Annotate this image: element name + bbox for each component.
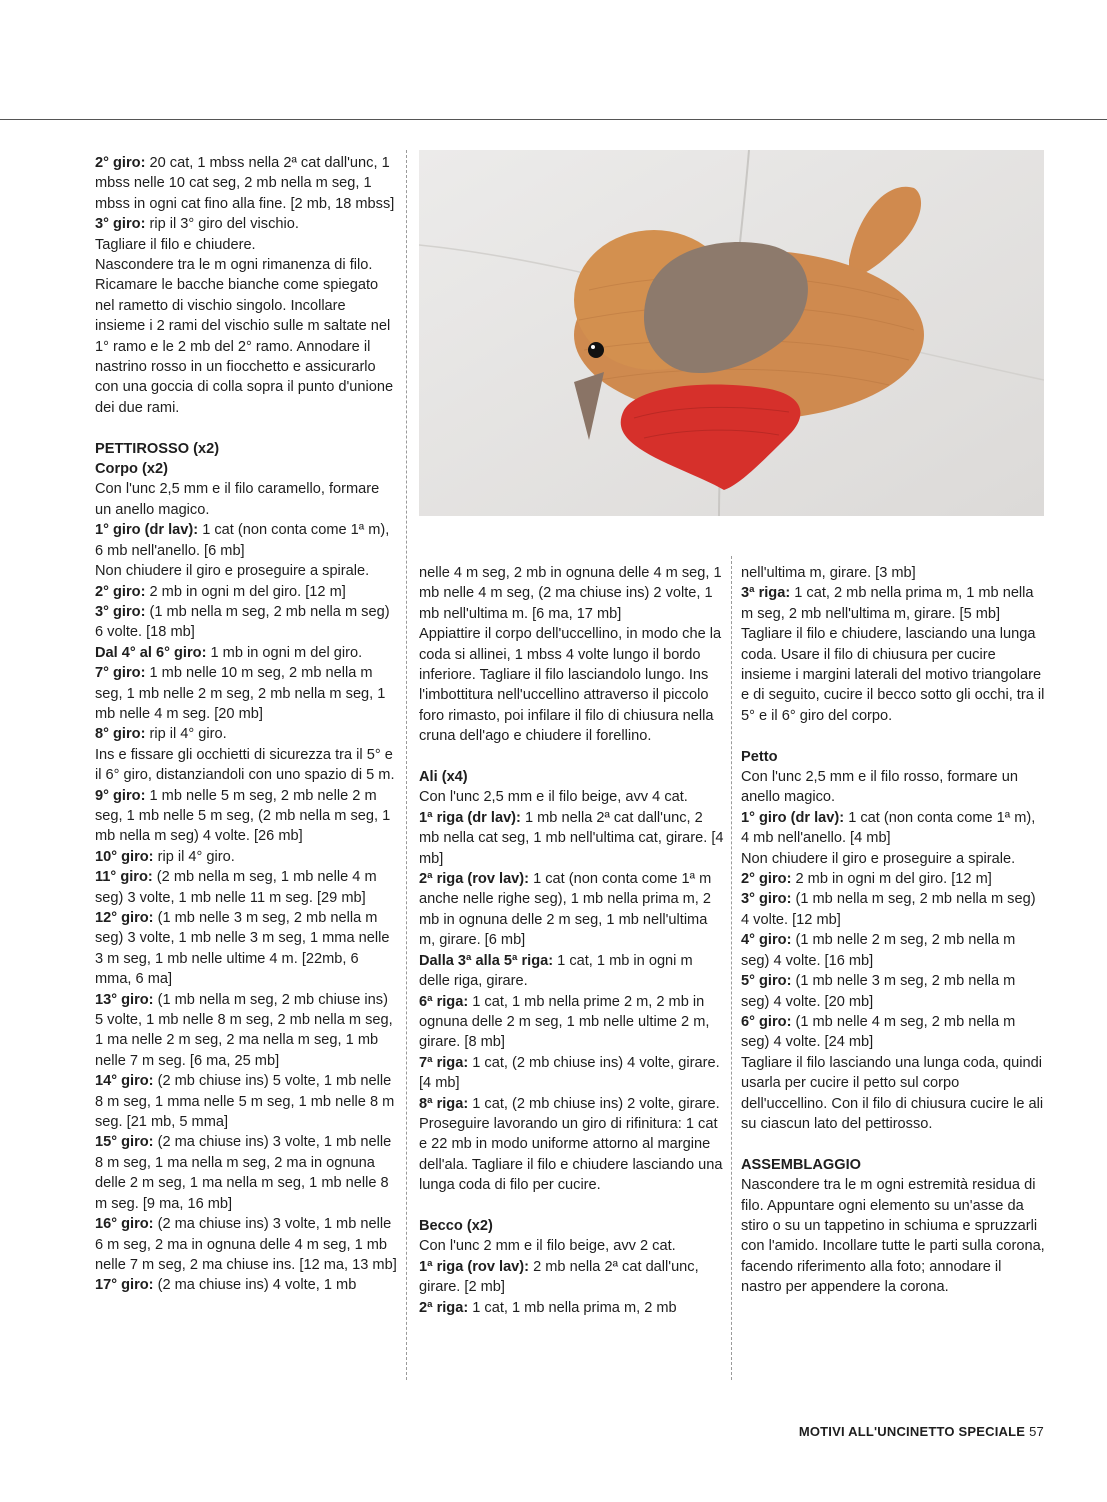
paragraph: 1ª riga (rov lav): 2 mb nella 2ª cat dall'unc, girare. [2 mb] — [419, 1258, 699, 1296]
paragraph: 1° giro (dr lav): 1 cat (non conta come 1ª m), 6 mb nell'anello. [6 mb] — [95, 522, 390, 559]
paragraph: Nascondere tra le m ogni estremità residua di filo. Appuntare ogni elemento su un'asse da stiro o su un tappetino in schiuma e spruzzarli con l'amido. Incollare tutte le parti sulla corona, facendo riferimento alla foto; annodare il nastro per appendere la corona. — [741, 1177, 1045, 1296]
paragraph: 4° giro: (1 mb nelle 2 m seg, 2 mb nella m seg) 4 volte. [16 mb] — [741, 932, 1016, 969]
paragraph: Non chiudere il giro e proseguire a spirale. — [741, 850, 1016, 867]
paragraph: 6° giro: (1 mb nelle 4 m seg, 2 mb nella m seg) 4 volte. [24 mb] — [741, 1013, 1016, 1051]
paragraph: 10° giro: rip il 4° giro. — [95, 848, 235, 865]
paragraph: 2ª riga: 1 cat, 1 mb nella prima m, 2 mb — [419, 1299, 677, 1316]
page-footer — [799, 1424, 1044, 1439]
subsection-heading: Ali (x4) — [419, 769, 468, 786]
subsection-heading: Petto — [741, 748, 778, 765]
paragraph: Dalla 3ª alla 5ª riga: 1 cat, 1 mb in ogni m delle riga, girare. — [419, 952, 693, 990]
paragraph: 3° giro: rip il 3° giro del vischio. — [95, 216, 299, 233]
paragraph: 3ª riga: 1 cat, 2 mb nella prima m, 1 mb nella m seg, 2 mb nell'ultima m, girare. [5 mb] — [741, 585, 1034, 622]
paragraph: 2ª riga (rov lav): 1 cat (non conta come 1ª m anche nelle righe seg), 1 mb nella prima m, 2 mb in ognuna delle 2 m seg, 1 mb nell'ultima m, girare. [6 mb] — [419, 871, 712, 949]
paragraph: 3° giro: (1 mb nella m seg, 2 mb nella m seg) 4 volte. [12 mb] — [741, 891, 1036, 928]
paragraph: 1ª riga (dr lav): 1 mb nella 2ª cat dall'unc, 2 mb nella cat seg, 1 mb nell'ultima cat, girare. [4 mb] — [419, 809, 724, 867]
paragraph: 6ª riga: 1 cat, 1 mb nella prime 2 m, 2 mb in ognuna delle 2 m seg, 1 mb nelle ultime 2 m, girare. [8 mb] — [419, 993, 710, 1051]
paragraph: nell'ultima m, girare. [3 mb] — [741, 565, 916, 581]
section-heading: ASSEMBLAGGIO — [741, 1156, 861, 1173]
paragraph: 11° giro: (2 mb nella m seg, 1 mb nelle 4 m seg) 3 volte, 1 mb nelle 11 m seg. [29 mb] — [95, 869, 377, 906]
magazine-title: MOTIVI ALL'UNCINETTO SPECIALE — [798, 1424, 1026, 1439]
column-divider — [406, 150, 407, 1380]
paragraph: 7ª riga: 1 cat, (2 mb chiuse ins) 4 volte, girare. [4 mb] — [419, 1054, 720, 1092]
paragraph: Non chiudere il giro e proseguire a spirale. — [95, 563, 370, 580]
section-heading: PETTIROSSO (x2) — [95, 440, 220, 457]
paragraph: 5° giro: (1 mb nelle 3 m seg, 2 mb nella m seg) 4 volte. [20 mb] — [741, 973, 1016, 1010]
robin-photo — [419, 150, 1044, 516]
text-column-3 — [741, 563, 1046, 1298]
paragraph: 14° giro: (2 mb chiuse ins) 5 volte, 1 mb nelle 8 m seg, 1 mma nelle 5 m seg, 1 mb nelle 8 m seg. [21 mb, 5 mma] — [95, 1073, 395, 1131]
paragraph: nelle 4 m seg, 2 mb in ognuna delle 4 m seg, 1 mb nelle 4 m seg, (2 ma chiuse ins) 2 volte, 1 mb nell'ultima m. [6 ma, 17 mb] — [419, 565, 722, 622]
text-column-2 — [419, 563, 724, 1318]
paragraph: Ins e fissare gli occhietti di sicurezza tra il 5° e il 6° giro, distanziandoli con uno spazio di 5 m. — [95, 746, 395, 784]
paragraph: 9° giro: 1 mb nelle 5 m seg, 2 mb nelle 2 m seg, 1 mb nelle 5 m seg, (2 mb nella m seg, 1 mb nella m seg) 4 volte. [26 mb] — [95, 787, 391, 845]
paragraph: 1° giro (dr lav): 1 cat (non conta come 1ª m), 4 mb nell'anello. [4 mb] — [741, 809, 1036, 847]
paragraph: Con l'unc 2 mm e il filo beige, avv 2 cat. — [419, 1238, 676, 1255]
paragraph: Proseguire lavorando un giro di rifinitura: 1 cat e 22 mb in modo uniforme attorno al margine dell'ala. Tagliare il filo e chiudere lasciando una lunga coda di filo per cucire. — [419, 1115, 723, 1194]
paragraph: Tagliare il filo lasciando una lunga coda, quindi usarla per cucire il petto sul corpo dell'uccellino. Con il filo di chiusura cucire le ali su ciascun lato del pettirosso. — [741, 1054, 1044, 1132]
paragraph: Dal 4° al 6° giro: 1 mb in ogni m del giro. — [95, 644, 363, 661]
subsection-heading: Becco (x2) — [419, 1217, 493, 1234]
paragraph: 8ª riga: 1 cat, (2 mb chiuse ins) 2 volte, girare. — [419, 1095, 720, 1112]
paragraph: Appiattire il corpo dell'uccellino, in modo che la coda si allinei, 1 mbss 4 volte lungo il bordo inferiore. Tagliare il filo lasciandolo lungo. Ins l'imbottitura nell'uccellino attraverso il piccolo foro rimasto, poi infilare il filo di chiusura nella cruna dell'ago e chiudere il forellino. — [419, 626, 722, 745]
paragraph: Con l'unc 2,5 mm e il filo beige, avv 4 cat. — [419, 789, 688, 806]
paragraph: Tagliare il filo e chiudere. — [95, 236, 256, 253]
crochet-robin-image — [419, 150, 1044, 516]
paragraph: 13° giro: (1 mb nella m seg, 2 mb chiuse ins) 5 volte, 1 mb nelle 8 m seg, 2 mb nella m seg, 1 ma nelle 2 m seg, 2 ma nella m seg, 1 mb nelle 7 m seg. [6 ma, 25 mb] — [95, 991, 393, 1069]
header-rule — [0, 119, 1107, 120]
paragraph: 17° giro: (2 ma chiuse ins) 4 volte, 1 mb — [95, 1277, 357, 1294]
paragraph: Nascondere tra le m ogni rimanenza di filo. Ricamare le bacche bianche come spiegato nel rametto di vischio singolo. Incollare insieme i 2 rami del vischio sulle m saltate nel 1° ramo e le 2 mb del 2° ramo. Annodare il nastrino rosso in un fiocchetto e assicurarlo con una goccia di colla sopra il punto d'unione dei due rami. — [95, 257, 394, 416]
paragraph: 2° giro: 20 cat, 1 mbss nella 2ª cat dall'unc, 1 mbss nelle 10 cat seg, 2 mb nella m seg, 1 mbss in ogni cat fino alla fine. [2 mb, 18 mbss] — [95, 155, 395, 212]
paragraph: 8° giro: rip il 4° giro. — [95, 726, 227, 743]
paragraph: 16° giro: (2 ma chiuse ins) 3 volte, 1 mb nelle 6 m seg, 2 ma in ognuna delle 4 m seg, 1 mb nelle 7 m seg, 2 ma chiuse ins. [12 ma, 13 mb] — [95, 1216, 397, 1273]
column-divider — [731, 556, 732, 1380]
paragraph: 12° giro: (1 mb nelle 3 m seg, 2 mb nella m seg) 3 volte, 1 mb nelle 3 m seg, 1 mma nelle 3 m seg, 1 mb nelle ultime 4 m. [22mb, 6 mma, 6 ma] — [95, 910, 390, 988]
paragraph: Con l'unc 2,5 mm e il filo caramello, formare un anello magico. — [95, 481, 380, 518]
paragraph: Tagliare il filo e chiudere, lasciando una lunga coda. Usare il filo di chiusura per cucire insieme i margini laterali del motivo triangolare e di seguito, cucire il becco sotto gli occhi, tra il 5° e il 6° giro del corpo. — [741, 626, 1045, 724]
subsection-heading: Corpo (x2) — [95, 461, 168, 478]
paragraph: 2° giro: 2 mb in ogni m del giro. [12 m] — [95, 583, 346, 600]
text-column-1 — [95, 153, 398, 1296]
page-number: 57 — [1029, 1424, 1044, 1439]
paragraph: 3° giro: (1 mb nella m seg, 2 mb nella m seg) 6 volte. [18 mb] — [95, 603, 390, 641]
paragraph: Con l'unc 2,5 mm e il filo rosso, formare un anello magico. — [741, 769, 1018, 806]
paragraph: 2° giro: 2 mb in ogni m del giro. [12 m] — [741, 871, 992, 888]
paragraph: 7° giro: 1 mb nelle 10 m seg, 2 mb nella m seg, 1 mb nelle 2 m seg, 2 mb nella m seg, 1 mb nelle 4 m seg. [20 mb] — [95, 665, 386, 722]
paragraph: 15° giro: (2 ma chiuse ins) 3 volte, 1 mb nelle 8 m seg, 1 ma nella m seg, 2 ma in ognuna delle 2 m seg, 1 ma nella m seg, 1 mb nelle 8 m seg. [9 ma, 16 mb] — [95, 1134, 392, 1212]
